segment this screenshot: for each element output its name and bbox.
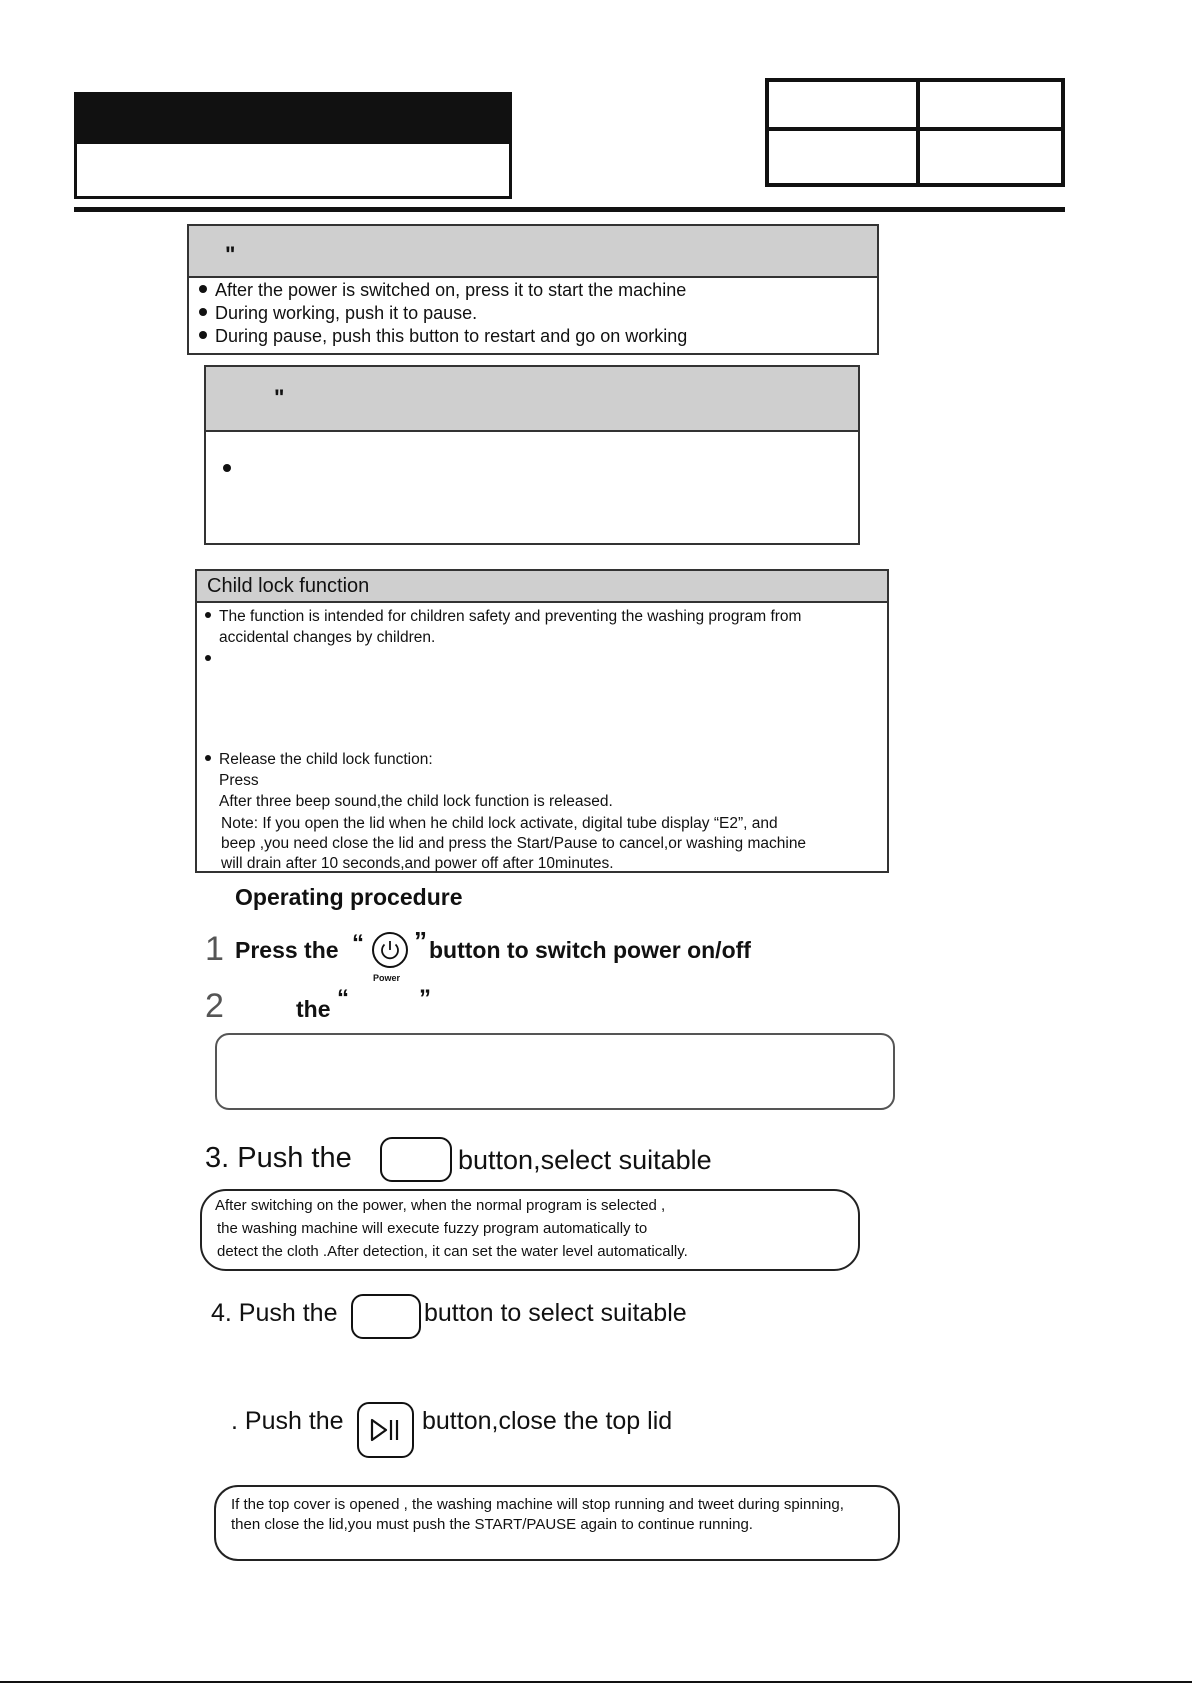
start-pause-panel (187, 224, 879, 355)
note-text: the washing machine will execute fuzzy program automatically to (217, 1220, 648, 1237)
step1-prefix: Press the (235, 937, 339, 963)
step4-text: button to select suitable (424, 1299, 687, 1327)
note-text: then close the lid,you must push the START/PAUSE again to continue running. (231, 1516, 753, 1533)
power-label: Power (373, 973, 401, 983)
lid-note-box (214, 1485, 900, 1561)
list-item-continued: accidental changes by children. (219, 629, 436, 646)
page-index-grid (765, 78, 1065, 187)
panel-header (206, 367, 858, 432)
step2-text: the (296, 996, 331, 1022)
step3-text: button,select suitable (458, 1145, 712, 1175)
note-text: If the top cover is opened , the washing machine will stop running and tweet during spinning, (231, 1496, 844, 1513)
quote-open: “ (352, 930, 364, 957)
step3-note-box (200, 1189, 860, 1271)
bullet-dot (223, 464, 231, 472)
step2-note-box (215, 1033, 895, 1110)
note-text: Note: If you open the lid when he child lock activate, digital tube display “E2”, and (221, 815, 778, 832)
note-text: After switching on the power, when the normal program is selected , (215, 1197, 666, 1214)
step5-text: button,close the top lid (422, 1407, 673, 1435)
child-lock-panel (195, 569, 889, 873)
list-item: The function is intended for children safety and preventing the washing program from (205, 606, 801, 627)
list-item: Release the child lock function: (205, 749, 433, 770)
second-panel (204, 365, 860, 545)
program-button[interactable] (380, 1137, 452, 1182)
power-button[interactable] (372, 932, 408, 968)
note-text: detect the cloth .After detection, it can set the water level automatically. (217, 1243, 688, 1260)
release-text: Press (219, 772, 259, 789)
note-text: will drain after 10 seconds,and power off after 10minutes. (221, 855, 614, 872)
start-pause-button[interactable] (357, 1402, 414, 1458)
child-lock-title: Child lock function (207, 575, 370, 597)
quote-close: ” (419, 985, 431, 1012)
play-pause-icon (357, 1402, 414, 1458)
step-number: 2 (205, 987, 224, 1025)
step-number: 1 (205, 930, 224, 968)
power-icon (372, 932, 408, 968)
step4-prefix: 4. Push the (211, 1299, 338, 1327)
list-item: During pause, push this button to restart and go on working (199, 325, 687, 348)
quote-close: ” (414, 926, 427, 956)
operating-heading: Operating procedure (235, 884, 463, 910)
bullet-dot (205, 655, 211, 661)
water-level-button[interactable] (351, 1294, 421, 1339)
step1-text: button to switch power on/off (429, 937, 751, 963)
header-rule (74, 207, 1065, 212)
panel-header (197, 571, 887, 603)
title-bar (74, 92, 512, 144)
step3-prefix: 3. Push the (205, 1142, 352, 1174)
list-item: During working, push it to pause. (199, 302, 477, 325)
list-item: After the power is switched on, press it to start the machine (199, 279, 686, 302)
quote-open: “ (337, 985, 349, 1012)
step5-prefix: . Push the (231, 1407, 344, 1435)
panel-header (189, 226, 877, 278)
quote-mark: " (274, 385, 285, 410)
quote-mark: " (225, 242, 236, 267)
note-text: beep ,you need close the lid and press the Start/Pause to cancel,or washing machine (221, 835, 807, 852)
footer-rule (0, 1681, 1192, 1683)
release-text: After three beep sound,the child lock function is released. (219, 793, 613, 810)
